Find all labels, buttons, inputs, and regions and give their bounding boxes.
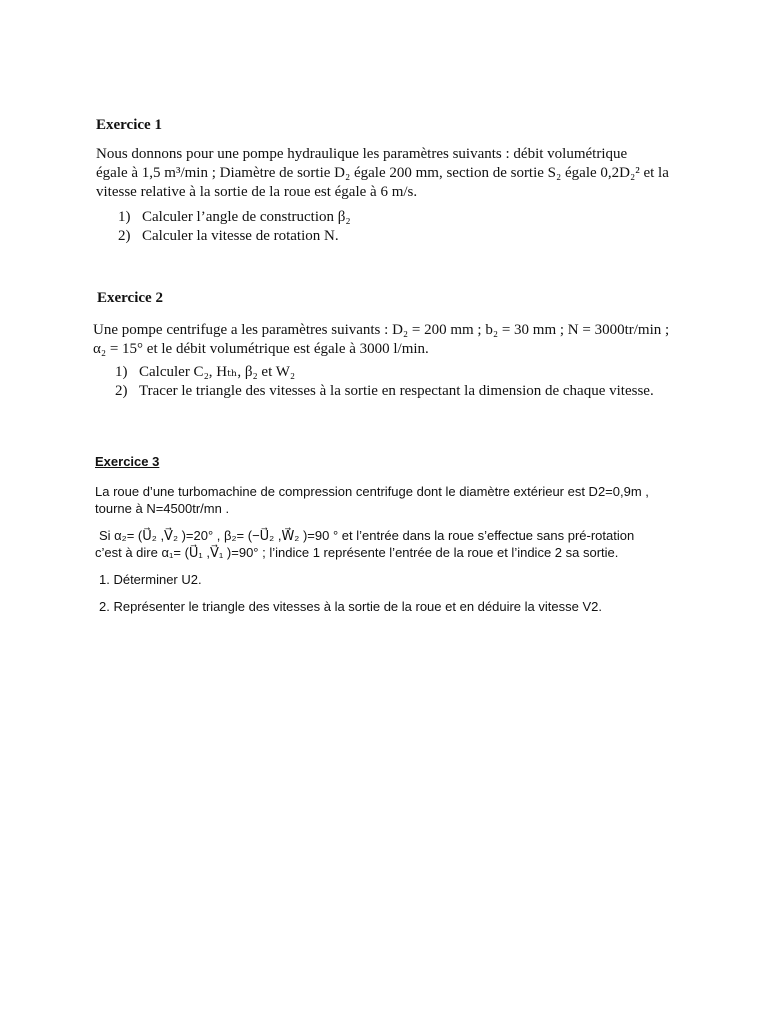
item-number: 1) bbox=[115, 364, 128, 380]
exercise-1-title: Exercice 1 bbox=[96, 117, 162, 133]
exercise-2-line-1: Une pompe centrifuge a les paramètres suivants : D₂ = 200 mm ; b₂ = 30 mm ; N = 3000tr/min ; bbox=[93, 322, 670, 338]
exercise-1-line-2: égale à 1,5 m³/min ; Diamètre de sortie D₂ égale 200 mm, section de sortie S₂ égale 0,2D₂² et la bbox=[96, 165, 669, 181]
exercise-2 bbox=[93, 289, 669, 401]
exercise-1 bbox=[96, 116, 669, 246]
exercise-3-line-3: Si α₂= (U⃗₂ ,V⃗₂ )=20° , β₂= (−U⃗₂ ,W⃗₂ )=90 ° et l’entrée dans la roue s’effectue sans pré-rotation bbox=[99, 528, 635, 543]
exercise-2-item-2 bbox=[93, 382, 669, 401]
item-number: 1) bbox=[118, 209, 131, 225]
exercise-3 bbox=[95, 453, 649, 615]
exercise-1-line-1: Nous donnons pour une pompe hydraulique les paramètres suivants : débit volumétrique bbox=[96, 146, 628, 162]
exercise-3-item-1: 1. Déterminer U2. bbox=[99, 572, 202, 587]
exercise-2-item-1 bbox=[93, 363, 669, 382]
exercise-3-title: Exercice 3 bbox=[95, 454, 160, 469]
exercise-3-line-4: c’est à dire α₁= (U⃗₁ ,V⃗₁ )=90° ; l’indice 1 représente l’entrée de la roue et l’indice 2 sa sortie. bbox=[95, 545, 619, 560]
item-text: Calculer la vitesse de rotation N. bbox=[142, 228, 339, 244]
item-text: Calculer l’angle de construction β₂ bbox=[142, 209, 351, 225]
exercise-1-item-1 bbox=[96, 208, 669, 227]
exercise-2-line-2: α₂ = 15° et le débit volumétrique est égale à 3000 l/min. bbox=[93, 341, 429, 357]
item-number: 2) bbox=[118, 228, 131, 244]
exercise-2-title: Exercice 2 bbox=[97, 290, 163, 306]
item-text: Tracer le triangle des vitesses à la sortie en respectant la dimension de chaque vitesse. bbox=[139, 383, 654, 399]
exercise-3-item-2: 2. Représenter le triangle des vitesses à la sortie de la roue et en déduire la vitesse V2. bbox=[99, 599, 602, 614]
exercise-1-line-3: vitesse relative à la sortie de la roue est égale à 6 m/s. bbox=[96, 184, 418, 200]
exercise-3-line-1: La roue d’une turbomachine de compression centrifuge dont le diamètre extérieur est D2=0,9m , bbox=[95, 484, 649, 499]
exercise-3-line-2: tourne à N=4500tr/mn . bbox=[95, 501, 230, 516]
item-text: Calculer C₂, Hₜₕ, β₂ et W₂ bbox=[139, 364, 296, 380]
exercise-1-item-2 bbox=[96, 227, 669, 246]
item-number: 2) bbox=[115, 383, 128, 399]
